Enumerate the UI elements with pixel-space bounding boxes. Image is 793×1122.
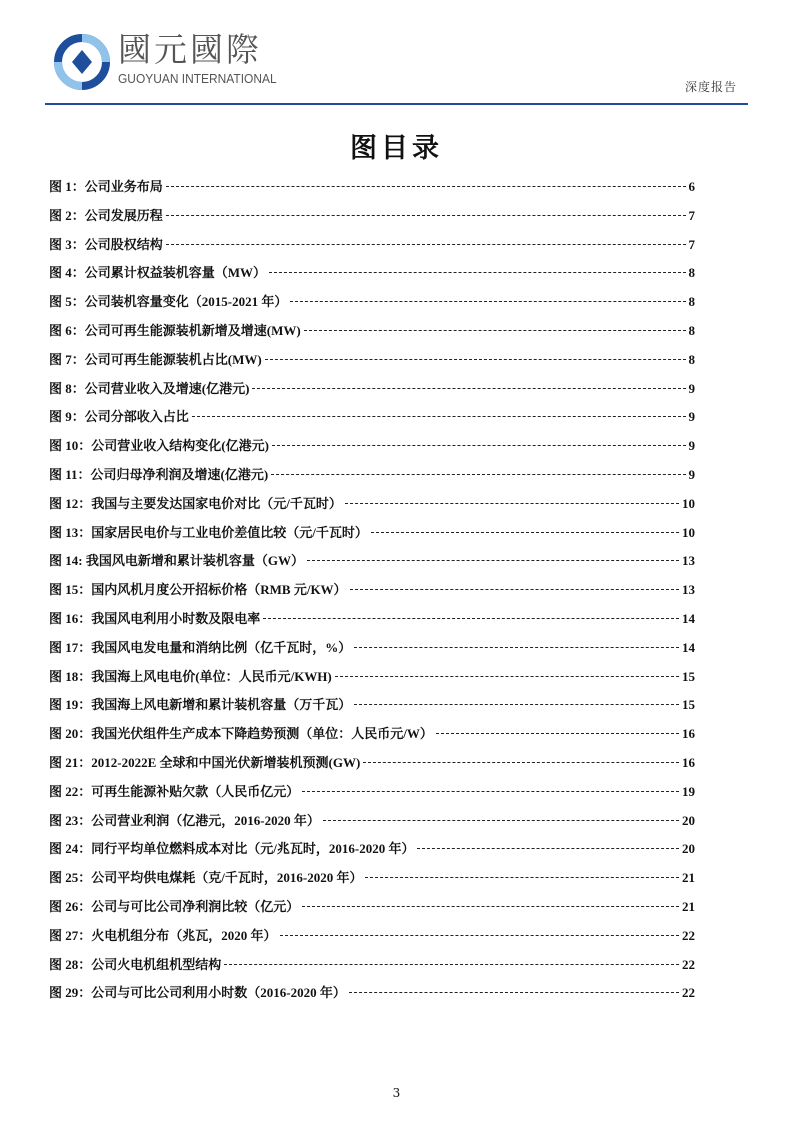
dot-leader <box>192 416 686 417</box>
toc-entry-label: 图 6：公司可再生能源装机新增及增速(MW) <box>49 322 301 338</box>
toc-entry-label: 图 24：同行平均单位燃料成本对比（元/兆瓦时，2016-2020 年） <box>49 841 415 857</box>
toc-entry[interactable] <box>49 838 695 867</box>
dot-leader <box>269 272 685 273</box>
dot-leader <box>224 964 679 965</box>
dot-leader <box>417 848 679 849</box>
dot-leader <box>349 992 679 993</box>
toc-entry-page: 10 <box>682 524 695 540</box>
toc-entry[interactable] <box>49 550 695 579</box>
toc-entry[interactable] <box>49 522 695 551</box>
toc-entry[interactable] <box>49 637 695 666</box>
dot-leader <box>166 186 686 187</box>
toc-entry-label: 图 11：公司归母净利润及增速(亿港元) <box>49 466 269 482</box>
toc-entry[interactable] <box>49 406 695 435</box>
toc-entry-label: 图 5：公司装机容量变化（2015-2021 年） <box>49 294 288 310</box>
toc-entry-page: 19 <box>682 783 695 799</box>
dot-leader <box>436 733 679 734</box>
toc-entry[interactable] <box>49 723 695 752</box>
dot-leader <box>272 445 686 446</box>
toc-entry-label: 图 19：我国海上风电新增和累计装机容量（万千瓦） <box>49 697 352 713</box>
toc-entry-page: 6 <box>688 179 695 194</box>
dot-leader <box>302 791 679 792</box>
dot-leader <box>263 618 679 619</box>
toc-entry[interactable] <box>49 608 695 637</box>
toc-entry-page: 16 <box>682 726 695 742</box>
brand-name-cn: 國元國際 <box>118 30 262 69</box>
dot-leader <box>354 704 679 705</box>
toc-entry[interactable] <box>49 896 695 925</box>
toc-entry-label: 图 15：国内风机月度公开招标价格（RMB 元/KW） <box>49 582 347 598</box>
toc-entry[interactable] <box>49 954 695 983</box>
toc-entry-label: 图 26：公司与可比公司净利润比较（亿元） <box>49 898 300 914</box>
dot-leader <box>365 877 679 878</box>
toc-entry-page: 13 <box>682 582 695 598</box>
dot-leader <box>363 762 679 763</box>
toc-entry-page: 15 <box>682 668 695 684</box>
toc-entry[interactable] <box>49 262 695 291</box>
toc-entry[interactable] <box>49 666 695 695</box>
toc-entry[interactable] <box>49 867 695 896</box>
toc-entry-label: 图 8：公司营业收入及增速(亿港元) <box>49 380 250 396</box>
guoyuan-logo-icon <box>54 34 110 90</box>
toc-entry-label: 图 23：公司营业利润（亿港元，2016-2020 年） <box>49 812 320 828</box>
toc-entry[interactable] <box>49 752 695 781</box>
toc-entry-label: 图 22：可再生能源补贴欠款（人民币亿元） <box>49 783 300 799</box>
toc-entry-page: 22 <box>682 927 695 943</box>
toc-entry[interactable] <box>49 493 695 522</box>
toc-entry-label: 图 17：我国风电发电量和消纳比例（亿千瓦时，%） <box>49 639 352 655</box>
dot-leader <box>350 589 679 590</box>
toc-entry-label: 图 1：公司业务布局 <box>49 179 163 194</box>
toc-entry[interactable] <box>49 464 695 493</box>
toc-entry-page: 9 <box>688 438 695 454</box>
toc-entry-page: 8 <box>688 351 695 367</box>
toc-entry[interactable] <box>49 435 695 464</box>
toc-entry-page: 8 <box>688 294 695 310</box>
toc-entry[interactable] <box>49 205 695 234</box>
toc-entry-label: 图 7：公司可再生能源装机占比(MW) <box>49 351 262 367</box>
toc-entry-label: 图 20：我国光伏组件生产成本下降趋势预测（单位：人民币元/W） <box>49 726 433 742</box>
dot-leader <box>166 215 686 216</box>
toc-entry[interactable] <box>49 579 695 608</box>
toc-entry[interactable] <box>49 925 695 954</box>
toc-entry-label: 图 27：火电机组分布（兆瓦，2020 年） <box>49 927 277 943</box>
dot-leader <box>335 676 679 677</box>
toc-entry-page: 21 <box>682 898 695 914</box>
toc-entry-label: 图 9：公司分部收入占比 <box>49 409 189 425</box>
toc-entry[interactable] <box>49 378 695 407</box>
toc-entry[interactable] <box>49 694 695 723</box>
dot-leader <box>307 560 679 561</box>
toc-entry-page: 15 <box>682 697 695 713</box>
toc-entry-page: 16 <box>682 754 695 770</box>
toc-entry-label: 图 3：公司股权结构 <box>49 236 163 252</box>
toc-entry-page: 7 <box>688 207 695 223</box>
dot-leader <box>345 503 679 504</box>
toc-entry-label: 图 16：我国风电利用小时数及限电率 <box>49 610 261 626</box>
toc-entry[interactable] <box>49 291 695 320</box>
page-title: 图目录 <box>350 133 443 164</box>
dot-leader <box>290 301 685 302</box>
toc-entry-label: 图 2：公司发展历程 <box>49 207 163 223</box>
toc-entry[interactable] <box>49 982 695 1011</box>
toc-entry-page: 22 <box>682 985 695 1001</box>
toc-entry[interactable] <box>49 781 695 810</box>
toc-entry-page: 20 <box>682 812 695 828</box>
page-number: 3 <box>392 1086 401 1100</box>
dot-leader <box>252 388 685 389</box>
toc-entry-page: 22 <box>682 956 695 972</box>
toc-entry-label: 图 29：公司与可比公司利用小时数（2016-2020 年） <box>49 985 346 1001</box>
dot-leader <box>280 935 679 936</box>
toc-entry[interactable] <box>49 176 695 205</box>
toc-entry-label: 图 28：公司火电机组机型结构 <box>49 956 222 972</box>
toc-entry-page: 20 <box>682 841 695 857</box>
toc-entry[interactable] <box>49 349 695 378</box>
toc-entry-page: 8 <box>688 265 695 281</box>
toc-entry-page: 9 <box>688 466 695 482</box>
toc-entry-page: 14 <box>682 639 695 655</box>
dot-leader <box>271 474 685 475</box>
toc-entry-label: 图 4：公司累计权益装机容量（MW） <box>49 265 267 281</box>
report-type-label: 深度报告 <box>684 80 737 94</box>
brand-name-en: GUOYUAN INTERNATIONAL <box>118 71 277 86</box>
toc-entry-page: 10 <box>682 495 695 511</box>
toc-entry-page: 13 <box>682 553 695 569</box>
toc-entry-page: 8 <box>688 322 695 338</box>
toc-entry-page: 7 <box>688 236 695 252</box>
dot-leader <box>166 244 686 245</box>
figure-table-of-contents <box>49 176 695 1011</box>
toc-entry[interactable] <box>49 234 695 263</box>
toc-entry-label: 图 25：公司平均供电煤耗（克/千瓦时，2016-2020 年） <box>49 870 363 886</box>
dot-leader <box>302 906 679 907</box>
toc-entry-page: 21 <box>682 870 695 886</box>
header-divider <box>45 103 748 105</box>
toc-entry-label: 图 18：我国海上风电电价(单位：人民币元/KWH) <box>49 668 332 684</box>
toc-entry-label: 图 10：公司营业收入结构变化(亿港元) <box>49 438 269 454</box>
toc-entry-page: 14 <box>682 610 695 626</box>
toc-entry-label: 图 13：国家居民电价与工业电价差值比较（元/千瓦时） <box>49 524 368 540</box>
dot-leader <box>354 647 679 648</box>
dot-leader <box>304 330 686 331</box>
toc-entry[interactable] <box>49 810 695 839</box>
dot-leader <box>265 359 686 360</box>
dot-leader <box>323 820 679 821</box>
toc-entry-label: 图 12：我国与主要发达国家电价对比（元/千瓦时） <box>49 495 342 511</box>
toc-entry-page: 9 <box>688 380 695 396</box>
dot-leader <box>371 532 679 533</box>
toc-entry[interactable] <box>49 320 695 349</box>
toc-entry-label: 图 21：2012-2022E 全球和中国光伏新增装机预测(GW) <box>49 754 361 770</box>
toc-entry-label: 图 14: 我国风电新增和累计装机容量（GW） <box>49 553 304 569</box>
toc-entry-page: 9 <box>688 409 695 425</box>
